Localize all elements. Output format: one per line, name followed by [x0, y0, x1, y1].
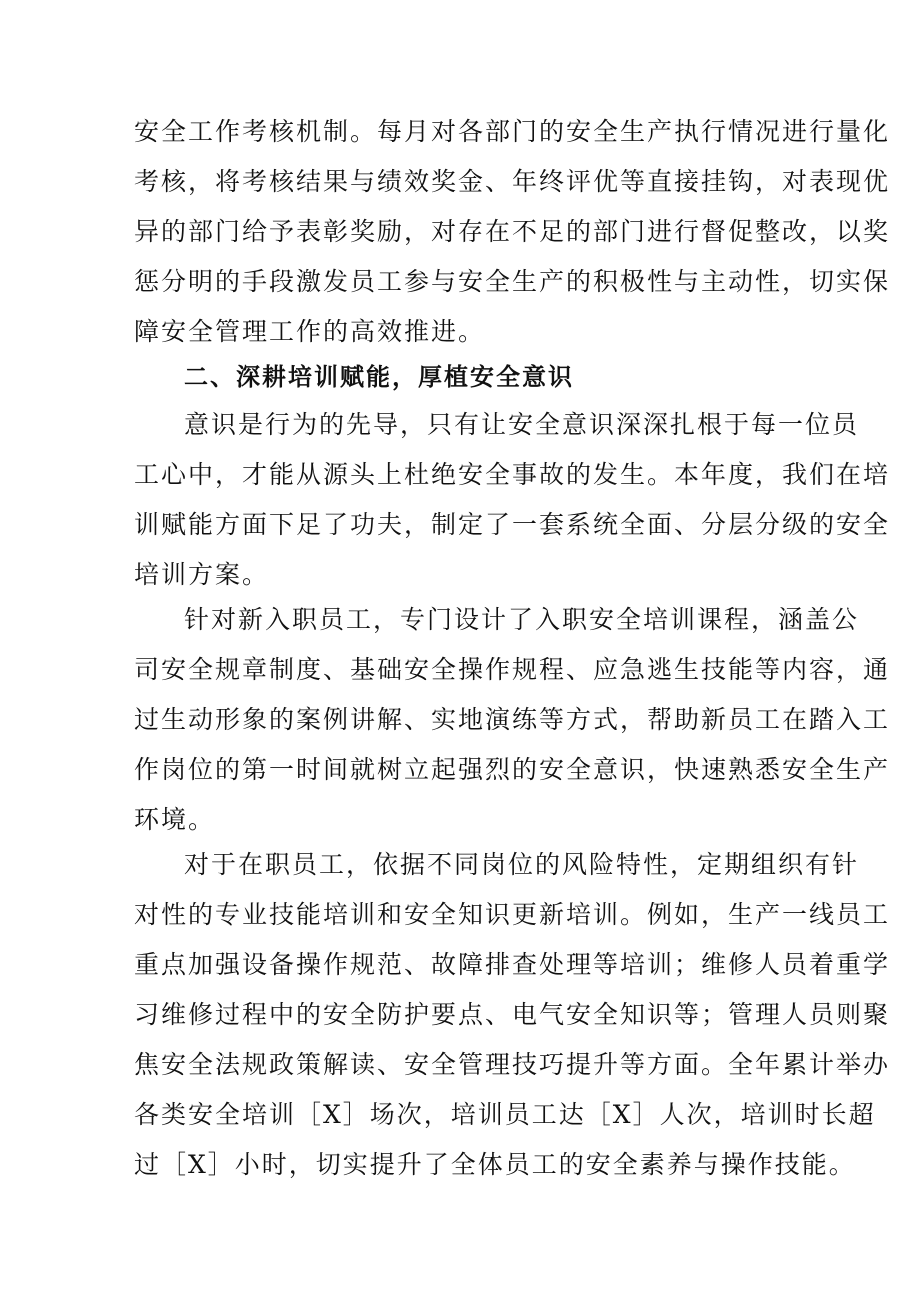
paragraph-line: 作岗位的第一时间就树立起强烈的安全意识，快速熟悉安全生产: [134, 755, 891, 784]
paragraph-line: 工心中，才能从源头上杜绝安全事故的发生。本年度，我们在培: [134, 460, 891, 489]
paragraph-line: 针对新入职员工，专门设计了入职安全培训课程，涵盖公: [184, 605, 860, 634]
paragraph-line: 意识是行为的先导，只有让安全意识深深扎根于每一位员: [184, 410, 860, 439]
paragraph-line: 培训方案。: [134, 560, 270, 589]
paragraph-line: 对性的专业技能培训和安全知识更新培训。例如，生产一线员工: [134, 900, 891, 929]
paragraph-line: 司安全规章制度、基础安全操作规程、应急逃生技能等内容，通: [134, 655, 891, 684]
paragraph-line: 惩分明的手段激发员工参与安全生产的积极性与主动性，切实保: [134, 267, 891, 296]
paragraph-line: 训赋能方面下足了功夫，制定了一套系统全面、分层分级的安全: [134, 510, 891, 539]
paragraph-line: 环境。: [134, 805, 216, 834]
paragraph-line: 考核，将考核结果与绩效奖金、年终评优等直接挂钩，对表现优: [134, 167, 891, 196]
paragraph-line: 过生动形象的案例讲解、实地演练等方式，帮助新员工在踏入工: [134, 705, 891, 734]
paragraph-line: 习维修过程中的安全防护要点、电气安全知识等；管理人员则聚: [134, 1000, 891, 1029]
paragraph-line: 异的部门给予表彰奖励，对存在不足的部门进行督促整改，以奖: [134, 217, 891, 246]
paragraph-line: 重点加强设备操作规范、故障排查处理等培训；维修人员着重学: [134, 950, 891, 979]
section-heading: 二、深耕培训赋能，厚植安全意识: [184, 363, 574, 391]
paragraph-line: 障安全管理工作的高效推进。: [134, 317, 486, 346]
paragraph-line: 各类安全培训［X］场次，培训员工达［X］人次，培训时长超: [134, 1100, 876, 1129]
paragraph-line: 焦安全法规政策解读、安全管理技巧提升等方面。全年累计举办: [134, 1050, 891, 1079]
paragraph-line: 过［X］小时，切实提升了全体员工的安全素养与操作技能。: [134, 1150, 856, 1179]
paragraph-line: 对于在职员工，依据不同岗位的风险特性，定期组织有针: [184, 850, 860, 879]
paragraph-line: 安全工作考核机制。每月对各部门的安全生产执行情况进行量化: [134, 117, 891, 146]
